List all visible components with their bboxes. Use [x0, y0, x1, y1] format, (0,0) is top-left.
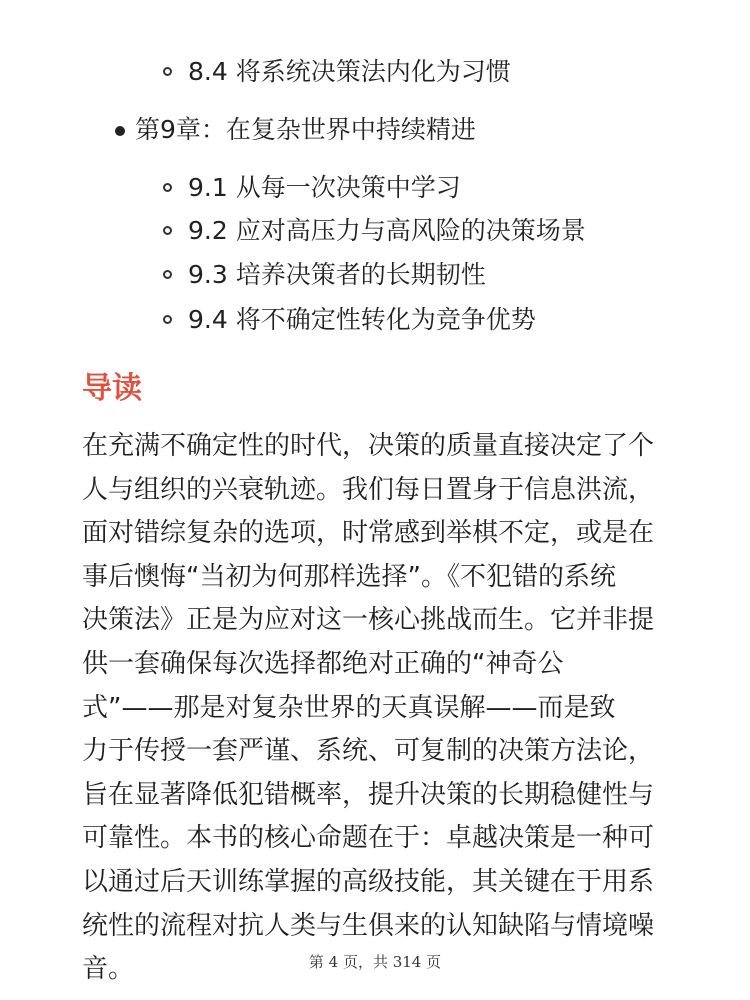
toc-chapter-9[interactable]: 第9章：在复杂世界中持续精进: [135, 115, 476, 144]
paragraph-line: 以通过后天训练掌握的高级技能，其关键在于用系: [82, 866, 655, 897]
paragraph-line: 供一套确保每次选择都绝对正确的“神奇公: [82, 648, 564, 679]
paragraph-line: 在充满不确定性的时代，决策的质量直接决定了个: [82, 431, 655, 461]
toc-item-8-4[interactable]: 8.4 将系统决策法内化为习惯: [188, 57, 511, 86]
section-heading: 导读: [82, 371, 142, 406]
toc-item-9-2[interactable]: 9.2 应对高压力与高风险的决策场景: [188, 216, 586, 245]
paragraph-line: 力于传授一套严谨、系统、可复制的决策方法论，: [82, 736, 655, 767]
solid-bullet-icon: [115, 126, 125, 136]
paragraph-line: 事后懊悔“当初为何那样选择”。《不犯错的系统: [82, 561, 616, 592]
body-paragraph: [82, 425, 672, 992]
paragraph-line: 人与组织的兴衰轨迹。我们每日置身于信息洪流，: [82, 474, 655, 505]
hollow-bullet-icon: [163, 67, 172, 76]
toc-item-9-4[interactable]: 9.4 将不确定性转化为竞争优势: [188, 305, 536, 334]
paragraph-line: 旨在显著降低犯错概率，提升决策的长期稳健性与: [82, 779, 655, 810]
toc-item-9-3[interactable]: 9.3 培养决策者的长期韧性: [188, 260, 486, 289]
hollow-bullet-icon: [163, 315, 172, 324]
page-number-footer: 第 4 页，共 314 页: [308, 953, 442, 971]
paragraph-line: 统性的流程对抗人类与生俱来的认知缺陷与情境噪: [82, 910, 655, 941]
hollow-bullet-icon: [163, 270, 172, 279]
paragraph-line: 决策法》正是为应对这一核心挑战而生。它并非提: [82, 605, 655, 636]
paragraph-line: 式”——那是对复杂世界的天真误解——而是致: [82, 692, 616, 723]
hollow-bullet-icon: [163, 226, 172, 235]
paragraph-line: 面对错综复杂的选项，时常感到举棋不定，或是在: [82, 518, 655, 549]
paragraph-line: 音。: [82, 954, 135, 985]
hollow-bullet-icon: [163, 183, 172, 192]
paragraph-line: 可靠性。本书的核心命题在于：卓越决策是一种可: [82, 823, 655, 854]
toc-item-9-1[interactable]: 9.1 从每一次决策中学习: [188, 173, 461, 202]
